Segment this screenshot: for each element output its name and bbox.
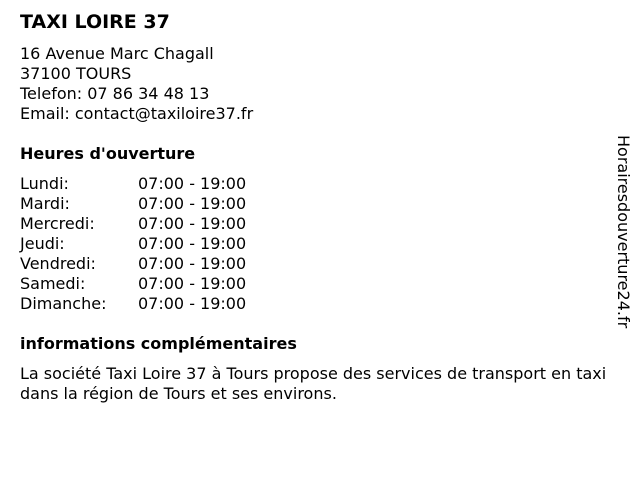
additional-info-text: La société Taxi Loire 37 à Tours propose des services de transport en taxi dans la région de Tours et ses environs. [20, 364, 607, 403]
address-line-1: 16 Avenue Marc Chagall [20, 44, 214, 63]
day-label: Samedi: [20, 274, 86, 293]
business-name: TAXI LOIRE 37 [20, 11, 170, 33]
time-range: 07:00 - 19:00 [138, 274, 247, 293]
day-label: Lundi: [20, 174, 69, 193]
hours-row-thursday [20, 234, 246, 254]
hours-row-friday [20, 254, 246, 274]
phone-number: Telefon: 07 86 34 48 13 [20, 84, 210, 103]
day-label: Vendredi: [20, 254, 96, 273]
time-range: 07:00 - 19:00 [138, 214, 247, 233]
time-range: 07:00 - 19:00 [138, 294, 247, 313]
day-label: Jeudi: [20, 234, 65, 253]
time-range: 07:00 - 19:00 [138, 254, 247, 273]
day-label: Dimanche: [20, 294, 107, 313]
watermark-text: Horairesdouverture24.fr [614, 135, 633, 329]
email-address: Email: contact@taxiloire37.fr [20, 104, 254, 123]
hours-row-tuesday [20, 194, 246, 214]
additional-info-heading: informations complémentaires [20, 334, 297, 353]
hours-row-wednesday [20, 214, 246, 234]
contact-block [20, 44, 253, 124]
hours-row-sunday [20, 294, 246, 314]
time-range: 07:00 - 19:00 [138, 194, 247, 213]
address-line-2: 37100 TOURS [20, 64, 132, 83]
day-label: Mercredi: [20, 214, 95, 233]
hours-row-monday [20, 174, 246, 194]
opening-hours-list [20, 174, 246, 314]
time-range: 07:00 - 19:00 [138, 234, 247, 253]
time-range: 07:00 - 19:00 [138, 174, 247, 193]
day-label: Mardi: [20, 194, 70, 213]
opening-hours-heading: Heures d'ouverture [20, 144, 196, 163]
hours-row-saturday [20, 274, 246, 294]
